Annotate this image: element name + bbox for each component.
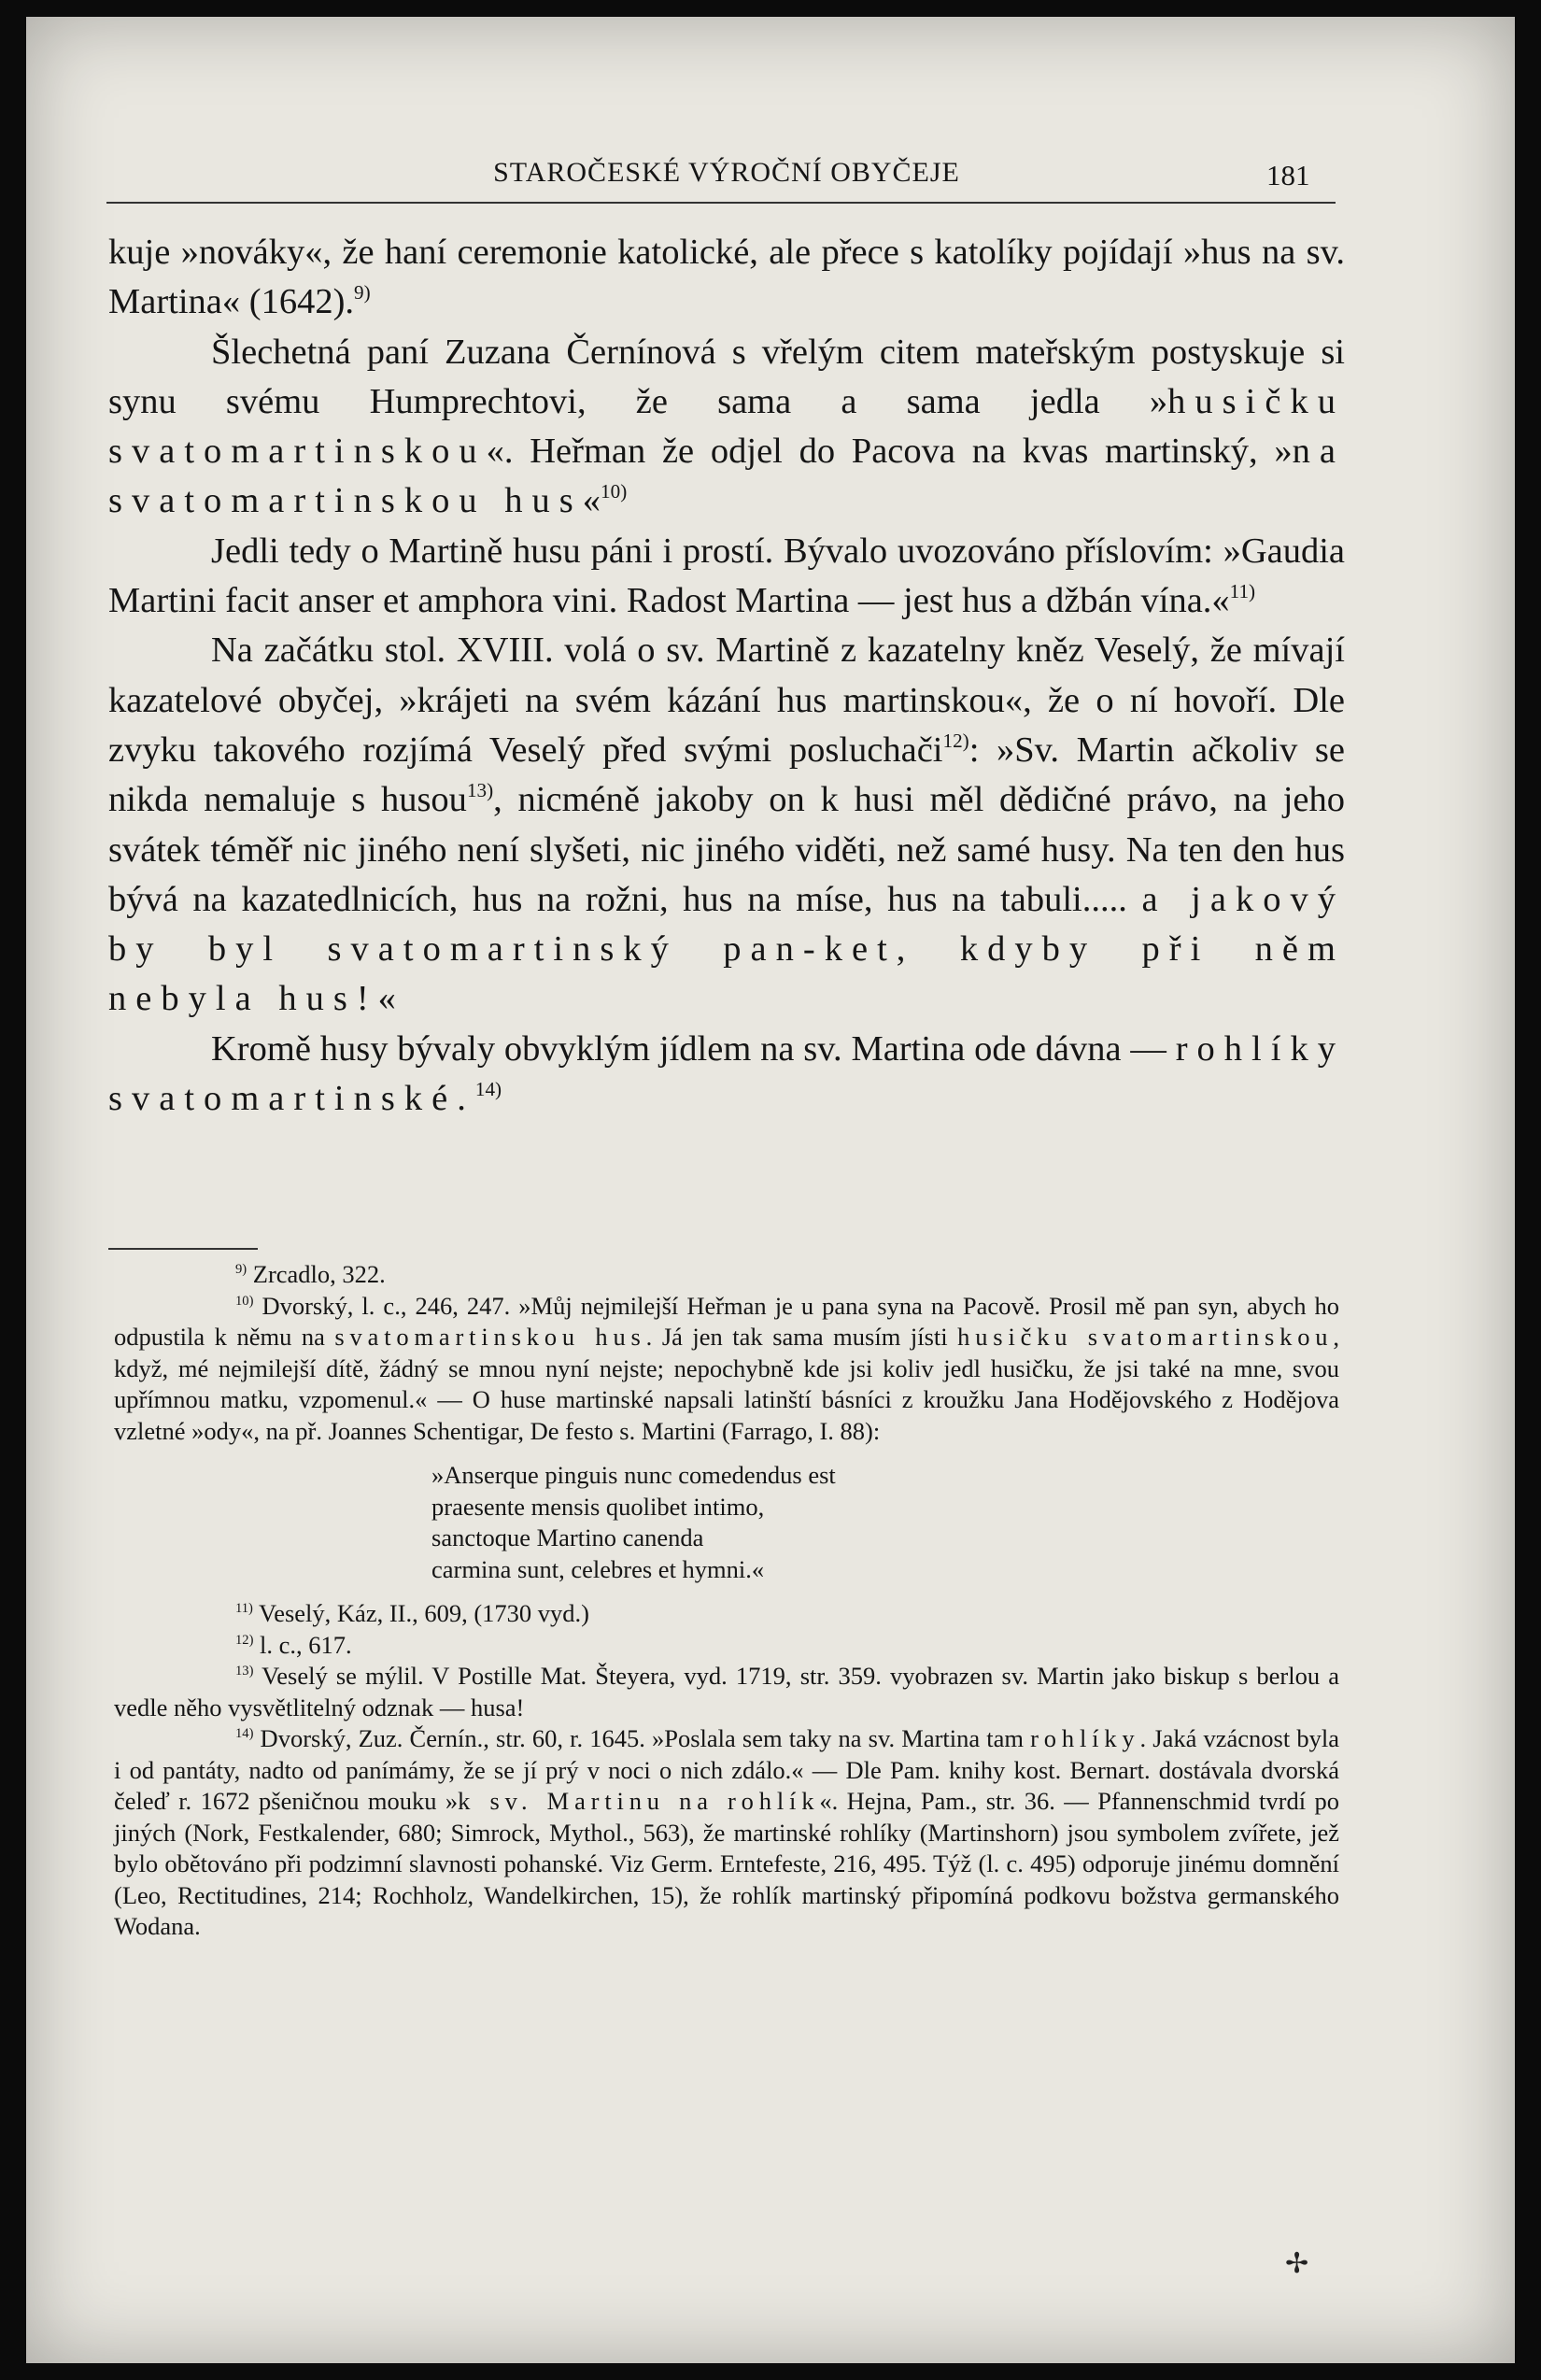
paragraph-5: [108, 1025, 1345, 1125]
footnote-text: . Jaká vzácnost byla i od pantáty, nadto od panímámy, že se jí prý v noci o nich zdálo.« — Dle Pam. knihy kost. Bernart. dostávala dvorská čeleď r. 1672 pšeničnou mouku »: [114, 1724, 1339, 1815]
spaced-emphasis: na svatomartinskou hus: [108, 432, 1345, 521]
footnote-number: 12): [235, 1632, 254, 1648]
paragraph-text: Šlechetná paní Zuzana Černínová s vřelým citem mateřským postyskuje si synu svému Humprechtovi, že sama a sama jedla »: [108, 332, 1345, 421]
paragraph-text: Na začátku stol. XVIII. volá o sv. Martině z kazatelny kněz Veselý, že mívají kazatelové obyčej, »krájeti na svém kázání hus martinskou«, že o ní hovoří. Dle zvyku takového rozjímá Veselý před svými posluchači: [108, 630, 1345, 770]
body-text: [108, 228, 1345, 1124]
footnote-text: . Já jen tak sama musím jísti: [645, 1323, 958, 1351]
footnote-number: 11): [235, 1600, 253, 1616]
paragraph-3: [108, 527, 1345, 627]
spaced-emphasis: rohlíky svatomartinské.: [108, 1028, 1345, 1119]
spaced-emphasis: rohlíky: [1030, 1724, 1140, 1752]
spaced-emphasis: husičku svatomartinskou: [108, 381, 1345, 472]
footnote-ref-10: 10): [601, 480, 628, 503]
footnote-12: [114, 1630, 1339, 1662]
spaced-emphasis: Anserque pinguis: [444, 1461, 618, 1489]
footnote-text: Dvorský, Zuz. Černín., str. 60, r. 1645. »Poslala sem taky na sv. Martina tam: [253, 1724, 1031, 1752]
footnote-text: , když, mé nejmilejší dítě, žádný se mnou nyní nejste; nepochybně kde jsi koliv jedl husičku, že jsi také na mne, svou upřímnou matku, vzpomenul.« — O huse martinské napsali latinští básníci z kroužku Jana Hodějovského z Hodějova vzletné »ody«, na př. Joannes Schentigar, De festo s. Martini (Farrago, I. 88):: [114, 1323, 1339, 1445]
running-head: STAROČESKÉ VÝROČNÍ OBYČEJE: [493, 157, 960, 188]
poem-line-4: carmina sunt, celebres et hymni.«: [431, 1554, 765, 1583]
spaced-emphasis: husičku svatomartinskou: [957, 1323, 1334, 1351]
spaced-emphasis: k sv. Martinu na rohlík: [458, 1787, 820, 1815]
poem-line-1: [431, 1460, 1339, 1492]
footnote-13: [114, 1661, 1339, 1723]
spaced-emphasis: svatomartinskou hus: [334, 1323, 646, 1351]
book-page: [26, 17, 1515, 2363]
footnote-14: [114, 1723, 1339, 1943]
footnote-ref-11: 11): [1229, 580, 1256, 603]
spaced-emphasis: a jakový by byl svatomartinský pan-ket, kdyby při něm nebyla hus!: [108, 879, 1346, 1019]
paragraph-text: «: [582, 481, 601, 521]
poem-text: »: [431, 1461, 445, 1489]
footnote-10: [114, 1291, 1339, 1448]
footnote-ref-14: 14): [474, 1078, 502, 1101]
poem-line-2: praesente mensis quolibet intimo,: [431, 1492, 765, 1521]
footnote-number: 14): [235, 1725, 254, 1741]
footnote-text: Dvorský, l. c., 246, 247. »Můj nejmilejší Heřman je u pana syna na Pacově. Prosil mě pan syn, abych ho odpustila k němu na: [114, 1291, 1339, 1351]
footnote-number: 13): [235, 1663, 254, 1679]
print-speck-mark: ✢: [1285, 2247, 1309, 2280]
footnote-ref-9: 9): [354, 281, 371, 305]
footnote-text: l. c., 617.: [253, 1630, 352, 1659]
footnote-number: 9): [235, 1261, 247, 1277]
footnote-text: Veselý se mýlil. V Postille Mat. Šteyera, vyd. 1719, str. 359. vyobrazen sv. Martin jako biskup s berlou a vedle něho vysvětlitelný odznak — husa!: [114, 1662, 1339, 1721]
paragraph-text: «: [377, 979, 396, 1019]
footnote-text: Zrcadlo, 322.: [247, 1260, 386, 1288]
paragraph-1: [108, 228, 1345, 328]
footnote-ref-12: 12): [942, 730, 969, 753]
paragraph-text: «. Heřman že odjel do Pacova na kvas martinský, »: [486, 432, 1293, 472]
poem-line-3: sanctoque Martino canenda: [431, 1523, 704, 1551]
paragraph-text: Kromě husy bývaly obvyklým jídlem na sv. Martina ode dávna —: [211, 1028, 1176, 1069]
poem-text: nunc comedendus est: [617, 1461, 836, 1489]
header-rule: [106, 202, 1336, 204]
paragraph-text: Jedli tedy o Martině husu páni i prostí. Bývalo uvozováno příslovím: »Gaudia Martini facit anser et amphora vini. Radost Martina — jest hus a džbán vína.«: [108, 531, 1345, 621]
footnote-text: Veselý, Káz, II., 609, (1730 vyd.): [252, 1599, 590, 1627]
paragraph-text: , nicméně jakoby on k husi měl dědičné právo, na jeho svátek téměř nic jiného není slyšeti, nic jiného viděti, než samé husy. Na ten den hus bývá na kazatedlnicích, hus na rožni, hus na míse, hus na tabuli.....: [108, 780, 1345, 919]
footnote-11: [114, 1598, 1339, 1630]
footnote-number: 10): [235, 1293, 254, 1309]
footnote-text: «. Hejna, Pam., str. 36. — Pfannenschmid tvrdí po jiných (Nork, Festkalender, 680; Simrock, Mythol., 563), že martinské rohlíky (Martinshorn) jsou symbolem zvířete, jež bylo obětováno při podzimní slavnosti pohanské. Viz Germ. Erntefeste, 216, 495. Týž (l. c. 495) odporuje jinému domnění (Leo, Rectitudines, 214; Rochholz, Wandelkirchen, 15), že rohlík martinský připomíná podkovu božstva germanského Wodana.: [114, 1787, 1339, 1940]
footnote-rule: [108, 1248, 258, 1250]
paragraph-2: [108, 328, 1345, 527]
footnote-ref-13: 13): [466, 779, 494, 802]
paragraph-text: kuje »nováky«, že haní ceremonie katolické, ale přece s katolíky pojídají »hus na sv. Martina« (1642).: [108, 233, 1345, 322]
paragraph-4: [108, 626, 1345, 1024]
footnotes: [114, 1259, 1339, 1943]
latin-poem: [431, 1460, 1339, 1585]
page-number: 181: [1266, 159, 1310, 191]
paragraph-text: : »Sv. Martin ačkoliv se nikda nemaluje s husou: [108, 730, 1345, 820]
footnote-9: [114, 1259, 1339, 1291]
